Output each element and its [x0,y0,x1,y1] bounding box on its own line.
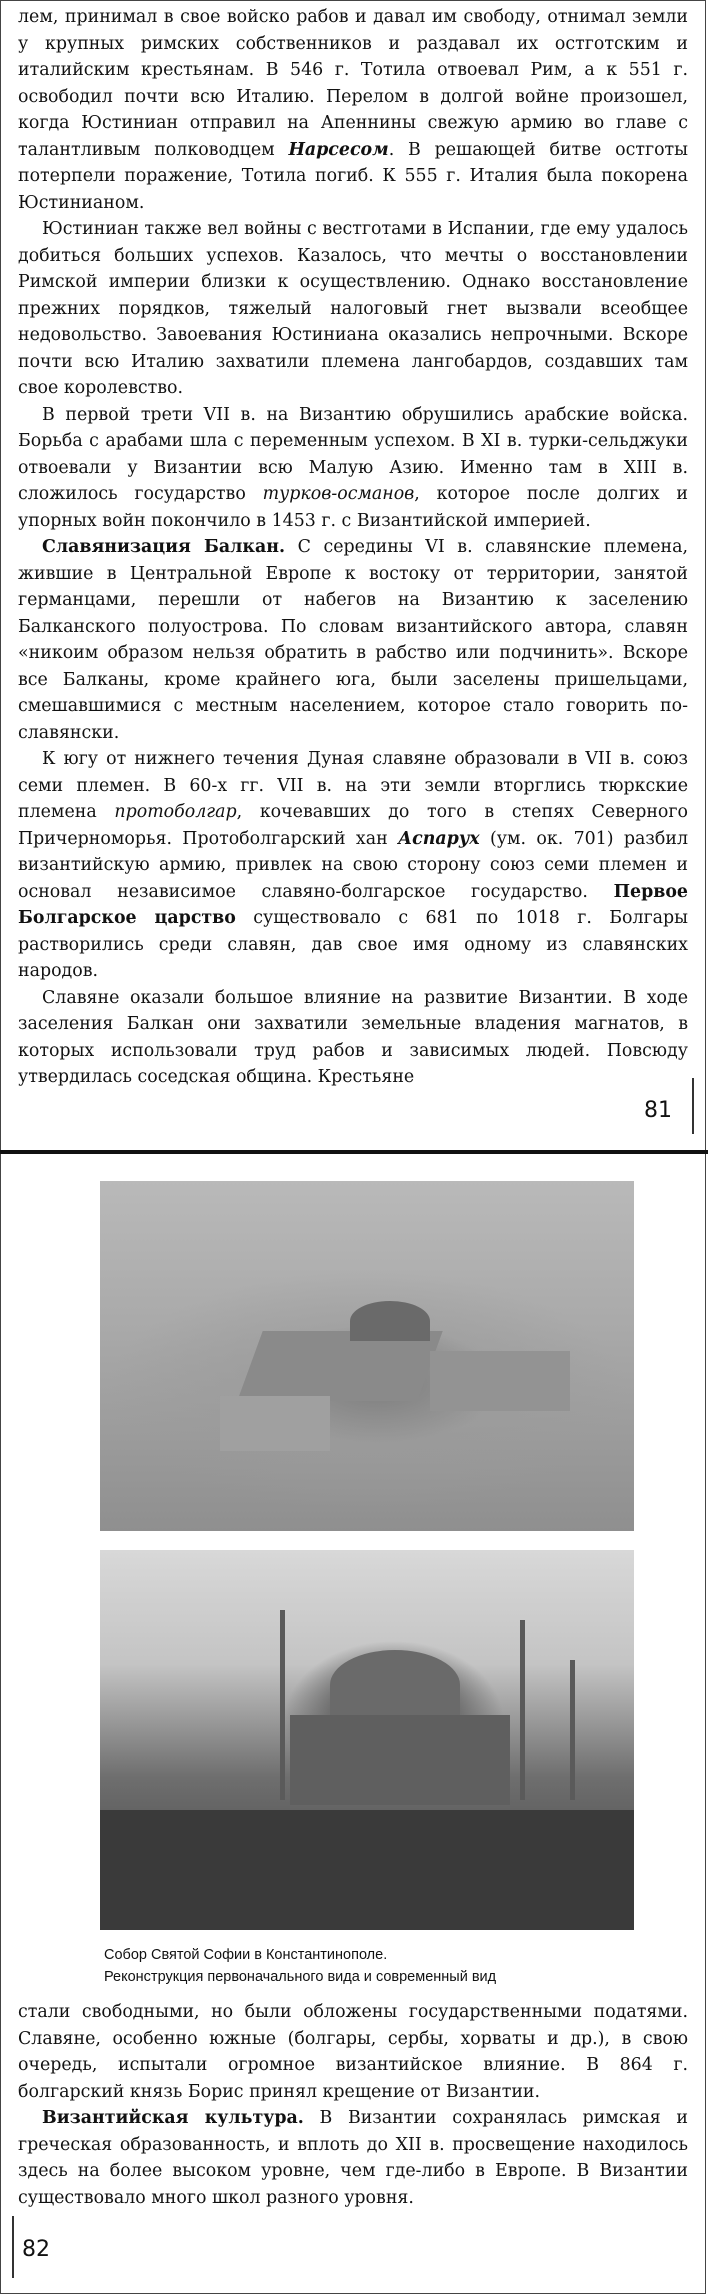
figure-caption: Собор Святой Софии в Константинополе. Реконструкция первоначального вида и современный вид [104,1947,497,1985]
hagia-sophia-modern-photo [100,1550,634,1930]
hagia-sophia-reconstruction-photo [100,1181,634,1531]
page-82-body [18,1999,688,2211]
page-number-rule [692,1078,694,1134]
page-number-rule [12,2216,14,2278]
paragraph: Юстиниан также вел войны с вестготами в Испании, где ему удалось добиться больших успехов. Казалось, что мечты о восстановлении Римской империи близки к осуществлению. Однако восстановление прежних порядков, тяжелый налоговый гнет вызвали всеобщее недовольство. Завоевания Юстиниана оказались непрочными. Вскоре почти всю Италию захватили племена лангобардов, создавших там свое королевство. [18,219,688,398]
paragraph: В первой трети VII в. на Византию обрушились арабские войска. Борьба с арабами шла с переменным успехом. В XI в. турки-сельджуки отвоевали у Византии всю Малую Азию. Именно там в XIII в. сложилось государство турков-османов, которое после долгих и упорных войн покончило в 1453 г. с Византийской империей. [18,404,689,531]
term-protobulgars: протоболгар [114,802,237,822]
paragraph: стали свободными, но были обложены государственными податями. Славяне, особенно южные (болгары, сербы, хорваты и др.), в свою очередь, испытали огромное византийское влияние. В 864 г. болгарский князь Борис принял крещение от Византии. [18,2002,688,2102]
term-narses: Нарсесом [288,139,389,160]
page-divider [0,1150,708,1154]
paragraph: лем, принимал в свое войско рабов и давал им свободу, отнимал земли у крупных римских собственников и раздавал их остготским и италийским крестьянам. В 546 г. Тотила отвоевал Рим, а к 551 г. освободил почти всю Италию. Перелом в долгой войне произошел, когда Юстиниан отправил на Апеннины свежую армию во главе с талантливым полководцем Нарсесом. В решающей битве остготы потерпели поражение, Тотила погиб. К 555 г. Италия была покорена Юстинианом. [18,7,689,213]
page-number: 82 [22,2237,50,2262]
term-asparukh: Аспарух [398,828,480,849]
paragraph: Славяне оказали большое влияние на развитие Византии. В ходе заселения Балкан они захватили земельные владения магнатов, в которых использовали труд рабов и зависимых людей. Повсюду утвердилась соседская община. Крестьяне [18,987,688,1087]
section-heading-slavization: Славянизация Балкан. [42,537,286,557]
page-81-body [18,4,688,1091]
section-heading-byzantine-culture: Византийская культура. [42,2108,304,2128]
page-number: 81 [644,1098,672,1123]
term-ottomans: турков-османов [262,484,415,504]
term-first-bulgarian-tsardom: Первое Болгарское царство [18,881,688,928]
paragraph: К югу от нижнего течения Дуная славяне образовали в VII в. союз семи племен. В 60-х гг. VII в. на эти земли вторглись тюркские племена протоболгар, кочевавших до того в степях Северного Причерноморья. Протоболгарский хан Аспарух (ум. ок. 701) разбил византийскую армию, привлек на свою сторону союз семи племен и основал независимое славяно-болгарское государство. Первое Болгарское царство существовало с 681 по 1018 г. Болгары растворились среди славян, дав свое имя одному из славянских народов. [18,749,688,981]
paragraph: Славянизация Балкан. С середины VI в. славянские племена, жившие в Центральной Европе к востоку от территории, занятой германцами, перешли от набегов на Византию к заселению Балканского полуострова. По словам византийского автора, славян «никоим образом нельзя обратить в рабство или подчинить». Вскоре все Балканы, кроме крайнего юга, были заселены пришельцами, смешавшимися с местным населением, которое стало говорить по-славянски. [18,537,688,743]
paragraph: Византийская культура. В Византии сохранялась римская и греческая образованность, и вплоть до XII в. просвещение находилось здесь на более высоком уровне, чем где-либо в Европе. В Византии существовало много школ разного уровня. [18,2108,689,2208]
